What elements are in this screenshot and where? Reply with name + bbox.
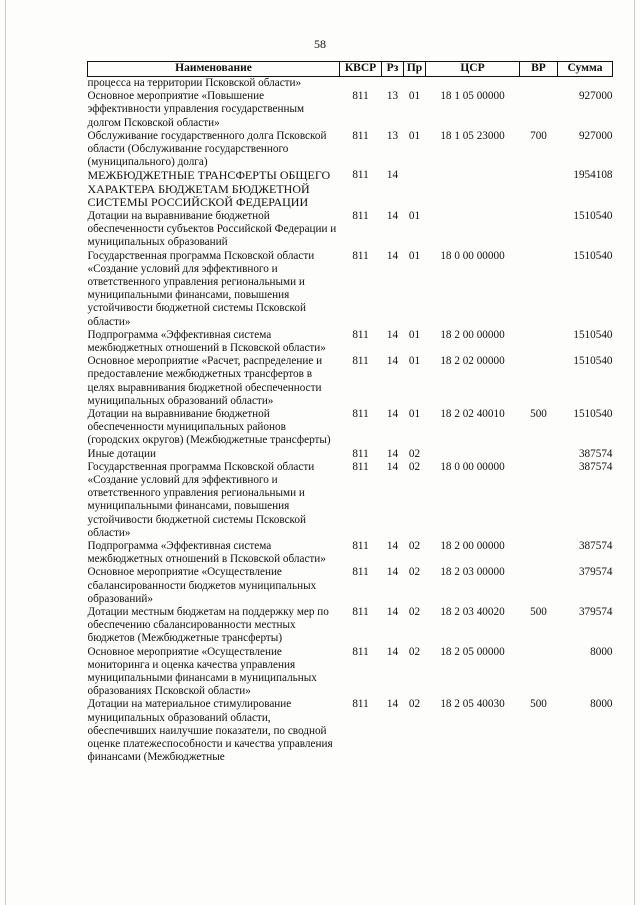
row-rz: 14: [386, 566, 399, 579]
row-pr: 01: [408, 328, 421, 341]
row-kvsr: 811: [352, 209, 369, 222]
row-rz: 14: [386, 209, 399, 222]
row-csr: 18 0 00 00000: [440, 249, 505, 262]
row-kvsr: 811: [352, 129, 369, 142]
row-csr: 18 2 03 40020: [440, 606, 505, 619]
table-header-row: [88, 62, 613, 77]
row-sum: 927000: [578, 129, 613, 142]
table-row: [88, 329, 613, 355]
row-vr: 500: [530, 698, 547, 711]
header-name: Наименование: [88, 62, 340, 77]
row-name: Дотации на материальное стимулирование муниципальных образований области, обеспечивших наилучшие показатели, по сводной оценке платежеспособности и качества управления финансами (Межбюджетные: [87, 698, 333, 764]
row-kvsr: 811: [352, 540, 369, 552]
table-row: [88, 461, 613, 540]
row-pr: 02: [408, 606, 421, 619]
row-kvsr: 811: [352, 328, 369, 341]
row-rz: 14: [386, 460, 399, 473]
row-vr: [520, 210, 558, 250]
row-rz: 14: [386, 249, 399, 262]
row-kvsr: 811: [352, 645, 369, 658]
row-vr: [520, 90, 558, 130]
row-kvsr: 811: [352, 249, 369, 262]
row-rz: 14: [386, 645, 399, 658]
row-csr: 18 2 05 40030: [440, 698, 505, 711]
row-vr: [520, 250, 558, 329]
header-csr: ЦСР: [426, 62, 520, 77]
row-name: Дотации местным бюджетам на поддержку мер по обеспечению сбалансированности местных бюджетов (Межбюджетные трансферты): [87, 606, 329, 645]
row-kvsr: 811: [352, 90, 369, 103]
row-sum: 8000: [590, 645, 613, 658]
row-rz: 13: [386, 129, 399, 142]
table-row: [88, 130, 613, 170]
row-pr: [404, 169, 426, 210]
row-kvsr: 811: [352, 407, 369, 420]
row-csr: [426, 77, 520, 91]
row-sum: 379574: [578, 566, 613, 579]
row-rz: 14: [386, 698, 399, 711]
table-row: [88, 540, 613, 566]
header-pr: Пр: [404, 62, 426, 77]
row-csr: 18 0 00 00000: [440, 460, 505, 473]
row-sum: 387574: [578, 447, 613, 460]
row-vr: [520, 448, 558, 461]
row-vr: [520, 169, 558, 210]
row-vr: [520, 646, 558, 699]
row-pr: 02: [408, 460, 421, 473]
row-csr: 18 1 05 23000: [440, 129, 505, 142]
row-name: Дотации на выравнивание бюджетной обеспеченности муниципальных районов (городских округов) (Межбюджетные трансферты): [87, 407, 331, 447]
row-name: МЕЖБЮДЖЕТНЫЕ ТРАНСФЕРТЫ ОБЩЕГО ХАРАКТЕРА БЮДЖЕТАМ БЮДЖЕТНОЙ СИСТЕМЫ РОССИЙСКОЙ ФЕДЕРАЦИИ: [87, 168, 331, 210]
row-kvsr: 811: [352, 355, 369, 368]
row-pr: 01: [408, 355, 421, 368]
row-vr: [520, 355, 558, 408]
row-name: Дотации на выравнивание бюджетной обеспеченности субъектов Российской Федерации и муниципальных образований: [87, 209, 337, 249]
row-pr: 02: [408, 447, 421, 460]
row-csr: 18 2 02 40010: [440, 407, 505, 420]
table-row: [88, 646, 613, 699]
row-rz: 14: [386, 328, 399, 341]
row-sum: 927000: [578, 90, 613, 103]
row-vr: 500: [530, 407, 547, 420]
row-kvsr: 811: [352, 566, 369, 579]
row-rz: 14: [386, 407, 399, 420]
row-rz: 14: [386, 169, 399, 182]
right-scan-edge: [634, 0, 635, 905]
row-vr: [520, 540, 558, 566]
row-name: Основное мероприятие «Осуществление сбалансированности бюджетов муниципальных образований»: [87, 566, 317, 605]
page-number: 58: [314, 37, 326, 51]
row-rz: 14: [386, 355, 399, 368]
row-pr: 01: [408, 90, 421, 103]
row-name: Основное мероприятие «Осуществление мониторинга и оценка качества управления муниципальными финансами в муниципальных образованиях Псковской области»: [87, 645, 317, 698]
row-sum: 387574: [578, 460, 613, 473]
row-pr: 01: [408, 209, 421, 222]
row-pr: 02: [408, 540, 421, 552]
row-vr: [520, 329, 558, 355]
row-csr: 18 1 05 00000: [440, 90, 505, 103]
row-name: Государственная программа Псковской области «Создание условий для эффективного и ответственного управления региональными и муниципальными финансами, повышения устойчивости бюджетной системы Псковской области»: [87, 249, 315, 328]
row-csr: [426, 210, 520, 250]
row-rz: 14: [386, 540, 399, 552]
row-sum: 387574: [578, 540, 613, 552]
row-name: Основное мероприятие «Повышение эффективности управления государственным долгом Псковской области»: [87, 90, 305, 129]
row-rz: 14: [386, 606, 399, 619]
row-pr: 01: [408, 129, 421, 142]
table-row: [88, 90, 613, 130]
row-name: процесса на территории Псковской области»: [87, 77, 302, 89]
row-sum: 1510540: [573, 407, 613, 420]
row-sum: 8000: [590, 698, 613, 711]
row-vr: 500: [530, 606, 547, 619]
row-name: Подпрограмма «Эффективная система межбюджетных отношений в Псковской области»: [87, 540, 326, 566]
header-rz: Рз: [382, 62, 404, 77]
row-csr: [426, 448, 520, 461]
row-kvsr: 811: [352, 169, 369, 182]
row-sum: 1510540: [573, 209, 613, 222]
row-name: Подпрограмма «Эффективная система межбюджетных отношений в Псковской области»: [87, 328, 326, 354]
table-row: [88, 698, 613, 764]
row-pr: 02: [408, 645, 421, 658]
row-name: Государственная программа Псковской области «Создание условий для эффективного и ответственного управления региональными и муниципальными финансами, повышения устойчивости бюджетной системы Псковской области»: [87, 460, 315, 539]
header-vr: ВР: [520, 62, 558, 77]
table-row: [88, 169, 613, 210]
left-scan-edge: [5, 0, 6, 905]
row-sum: 1510540: [573, 355, 613, 368]
row-sum: 1510540: [573, 328, 613, 341]
row-pr: 02: [408, 698, 421, 711]
row-sum: 1954108: [573, 169, 613, 182]
budget-table: [87, 61, 613, 764]
row-vr: [520, 77, 558, 91]
row-pr: 01: [408, 407, 421, 420]
row-rz: 13: [386, 90, 399, 103]
row-csr: 18 2 00 00000: [440, 540, 505, 552]
header-kvsr: КВСР: [340, 62, 382, 77]
table-row: [88, 448, 613, 461]
row-csr: 18 2 02 00000: [440, 355, 505, 368]
row-rz: 14: [386, 447, 399, 460]
row-rz: [382, 77, 404, 91]
row-vr: 700: [530, 129, 547, 142]
table-row: [88, 210, 613, 250]
row-vr: [520, 461, 558, 540]
row-name: Иные дотации: [87, 447, 156, 460]
row-vr: [520, 566, 558, 606]
row-csr: 18 2 00 00000: [440, 328, 505, 341]
row-kvsr: 811: [352, 460, 369, 473]
table-row: [88, 566, 613, 606]
row-csr: 18 2 03 00000: [440, 566, 505, 579]
row-name: Обслуживание государственного долга Псковской области (Обслуживание государственного (муниципального) долга): [87, 129, 327, 169]
table-row: [88, 355, 613, 408]
row-kvsr: 811: [352, 447, 369, 460]
row-kvsr: 811: [352, 606, 369, 619]
row-kvsr: [340, 77, 382, 91]
row-csr: [426, 169, 520, 210]
row-csr: 18 2 05 00000: [440, 645, 505, 658]
row-sum: [558, 77, 613, 91]
row-pr: [404, 77, 426, 91]
table-row: [88, 77, 613, 91]
table-row: [88, 250, 613, 329]
row-pr: 01: [408, 249, 421, 262]
row-name: Основное мероприятие «Расчет, распределение и предоставление межбюджетных трансфертов в целях выравнивания бюджетной обеспеченности муниципальных образований области»: [87, 355, 323, 407]
row-pr: 02: [408, 566, 421, 579]
row-sum: 1510540: [573, 249, 613, 262]
header-sum: Сумма: [558, 62, 613, 77]
row-sum: 379574: [578, 606, 613, 619]
row-kvsr: 811: [352, 698, 369, 711]
table-row: [88, 606, 613, 646]
table-row: [88, 408, 613, 448]
